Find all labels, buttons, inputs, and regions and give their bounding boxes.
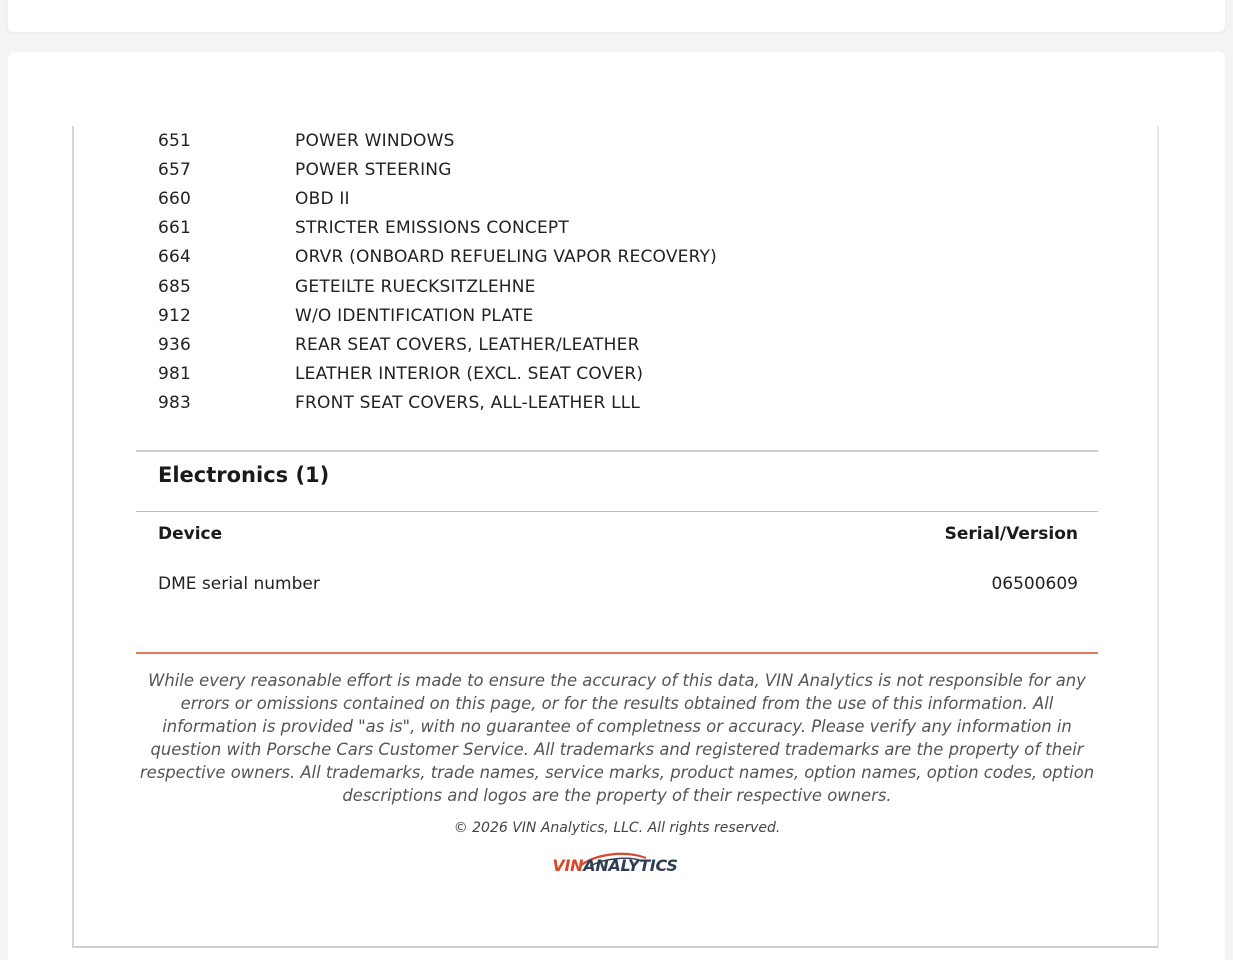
- option-row: [158, 389, 1078, 418]
- option-code: 685: [158, 276, 192, 297]
- logo-vin: VIN: [552, 856, 584, 875]
- options-list: [158, 126, 1078, 418]
- option-row: [158, 126, 1078, 155]
- device-serial: 06500609: [991, 574, 1078, 594]
- option-description: W/O IDENTIFICATION PLATE: [295, 305, 534, 326]
- table-divider: [136, 511, 1098, 512]
- option-description: FRONT SEAT COVERS, ALL-LEATHER LLL: [295, 393, 641, 414]
- section-divider: [136, 450, 1098, 452]
- option-code: 657: [158, 159, 192, 180]
- option-code: 983: [158, 393, 192, 414]
- option-row: [158, 301, 1078, 330]
- serial-column-header: Serial/Version: [944, 524, 1078, 544]
- electronics-section-title: Electronics (1): [158, 463, 330, 487]
- disclaimer-text: While every reasonable effort is made to ensure the accuracy of this data, VIN Analytics is not responsible for any errors or omissions contained on this page, or for the results obtained from the use of this information. All information is provided "as is", with no guarantee of completness or accuracy. Please verify any information in question with Porsche Cars Customer Service. All trademarks and registered trademarks are the property of their respective owners. All trademarks, trade names, service marks, product names, option names, option codes, option descriptions and logos are the property of their respective owners.: [139, 671, 1095, 805]
- option-description: LEATHER INTERIOR (EXCL. SEAT COVER): [295, 364, 644, 385]
- vin-analytics-logo: [550, 844, 680, 880]
- footer-accent-divider: [136, 652, 1098, 654]
- option-code: 651: [158, 130, 192, 151]
- option-code: 912: [158, 305, 192, 326]
- option-description: POWER WINDOWS: [295, 130, 455, 151]
- option-code: 664: [158, 247, 192, 268]
- option-code: 936: [158, 334, 192, 355]
- option-code: 661: [158, 218, 192, 239]
- option-description: REAR SEAT COVERS, LEATHER/LEATHER: [295, 334, 640, 355]
- option-row: [158, 243, 1078, 272]
- copyright-text: © 2026 VIN Analytics, LLC. All rights reserved.: [453, 820, 781, 836]
- option-description: STRICTER EMISSIONS CONCEPT: [295, 218, 569, 239]
- option-description: POWER STEERING: [295, 159, 452, 180]
- device-name: DME serial number: [158, 574, 320, 594]
- option-code: 660: [158, 188, 192, 209]
- electronics-table-header: [158, 524, 1078, 544]
- option-row: [158, 360, 1078, 389]
- option-row: [158, 214, 1078, 243]
- option-row: [158, 155, 1078, 184]
- device-column-header: Device: [158, 524, 223, 544]
- option-description: GETEILTE RUECKSITZLEHNE: [295, 276, 536, 297]
- option-description: OBD II: [295, 188, 350, 209]
- report-page: [72, 126, 1159, 948]
- option-code: 981: [158, 364, 192, 385]
- option-description: ORVR (ONBOARD REFUELING VAPOR RECOVERY): [295, 247, 717, 268]
- logo-analytics: ANALYTICS: [583, 856, 678, 875]
- option-row: [158, 330, 1078, 359]
- top-card: [8, 0, 1225, 32]
- option-row: [158, 272, 1078, 301]
- option-row: [158, 184, 1078, 213]
- table-row: [158, 574, 1078, 594]
- logo-wordmark: [550, 856, 680, 875]
